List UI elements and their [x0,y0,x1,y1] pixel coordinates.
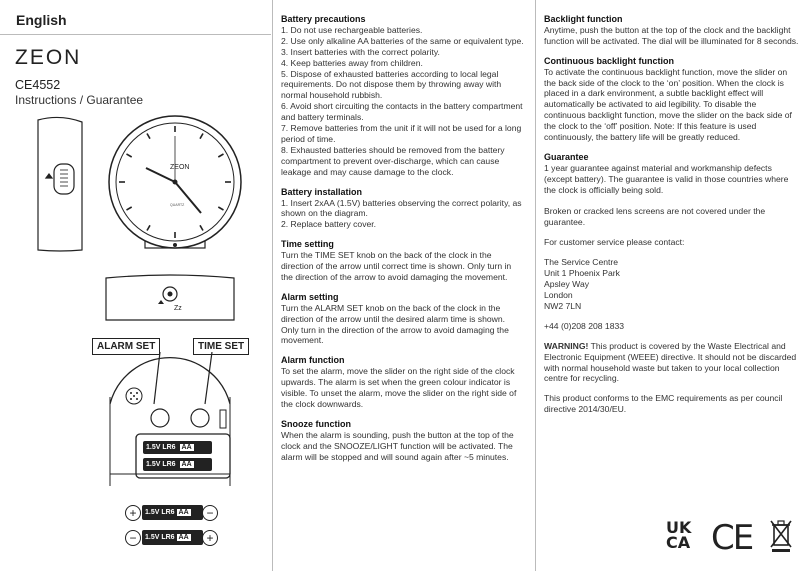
section-title: Alarm setting [281,291,339,302]
list-item: 2. Use only alkaline AA batteries of the same or equivalent type. [281,35,524,46]
section-title: Alarm function [281,355,345,366]
weee-bin-icon [770,519,792,553]
section-title: Guarantee [544,151,589,162]
section-title: Snooze function [281,418,351,429]
alarm-function-section [281,355,525,410]
battery-4: 1.5V LR6 AA [142,530,203,545]
section-body: When the alarm is sounding, push the button at the top of the clock and the SNOOZE/LIGHT function will be activated. The alarm will be stopped and will sound again after ~5 minutes. [281,429,514,462]
section-title: Continuous backlight function [544,55,674,66]
plus-icon: + [125,505,141,521]
clock-face-brand: ZEON [170,164,190,171]
right-column [535,0,808,571]
alarm-setting-section [281,292,525,347]
header-divider [0,34,271,35]
address-line: NW2 7LN [544,300,582,311]
address-line: Apsley Way [544,279,590,290]
plus-icon: + [202,530,218,546]
battery-3: 1.5V LR6 AA [142,505,203,520]
middle-column [272,0,535,571]
left-column [0,0,271,571]
list-item: 7. Remove batteries from the unit if it will not be used for a long period of time. [281,123,522,144]
ukca-mark-icon: UK CA [666,518,692,552]
service-intro: For customer service please contact: [544,237,685,248]
ce-mark-icon: CE [711,518,753,558]
address-line: Unit 1 Phoenix Park [544,268,620,279]
address-line: London [544,290,573,301]
alarm-set-label: ALARM SET [92,338,160,355]
clock-top-view-illustration [100,270,240,322]
clock-face-quartz: QUARTZ [170,203,185,207]
list-item: 5. Dispose of exhausted batteries according to local legal requirements. Do not dispose them by throwing away with normal household rubbish. [281,68,502,101]
model-number: CE4552 [15,78,61,92]
clock-front-side-illustration [30,112,250,257]
brand-logo: ZEON [15,46,82,69]
minus-icon: − [202,505,218,521]
section-title: Battery installation [281,186,363,197]
backlight-section [544,14,800,47]
section-title: Backlight function [544,14,623,24]
section-body: Turn the ALARM SET knob on the back of the clock in the direction of the arrow until the desired alarm time is shown. Only turn in the direction of the arrow to avoid damaging the movement. [281,302,509,346]
language-bar [0,0,271,34]
emc-statement: This product conforms to the EMC requirements as per council directive 2014/30/EU. [544,393,783,415]
section-title: Time setting [281,239,334,250]
warning-body: This product is covered by the Waste Electrical and Electronic Equipment (WEEE) directive. It should not be discarded with normal household waste but taken to your local collection centre for recycling. [544,340,797,384]
section-body: Broken or cracked lens screens are not covered under the guarantee. [544,205,766,227]
list-item: 4. Keep batteries away from children. [281,57,423,68]
document-subtitle: Instructions / Guarantee [15,93,144,107]
list-item: 1. Do not use rechargeable batteries. [281,24,423,35]
middle-text-block [281,14,525,472]
list-item: 3. Insert batteries with the correct polarity. [281,46,440,57]
section-title: Battery precautions [281,14,366,24]
guarantee-section [544,152,800,248]
continuous-backlight-section [544,56,800,143]
time-setting-section [281,239,525,283]
list-item: 8. Exhausted batteries should be removed from the battery compartment to prevent over-discharge, which can cause leakage and may cause damage to the clock. [281,144,505,177]
address-line: The Service Centre [544,257,619,268]
battery-2: 1.5V LR6 AA [143,458,212,471]
weee-warning [544,341,800,385]
list-item: 2. Replace battery cover. [281,219,377,230]
battery-precautions-section [281,14,525,178]
section-body: 1 year guarantee against material and workmanship defects (except battery). The guarantee is valid in those countries where the clock is officially being sold. [544,162,789,195]
snooze-zz-icon: Zz [174,305,182,312]
phone-number: +44 (0)208 208 1833 [544,320,625,331]
battery-installation-section [281,187,525,231]
section-body: To activate the continuous backlight function, move the slider on the back side of the clock to the ‘on’ position. When the clock is placed in a dark environment, a subtle backlight effect will automatically be activated to aid legibility. To disable the continuous backlight function, move the slider on the back side of the clock to the ‘off’ position. Note: If this feature is used continuously, the battery life will be greatly reduced. [544,66,792,143]
clock-front-view [109,116,241,248]
section-body: To set the alarm, move the slider on the right side of the clock upwards. The alarm is set when the green colour indicator is visible. To unset the alarm, move the slider on the right side of the clock downwards. [281,366,517,409]
right-text-block [544,14,800,424]
list-item: 6. Avoid short circuiting the contacts in the battery compartment and battery terminals. [281,101,523,123]
battery-1: 1.5V LR6 AA [143,441,212,454]
snooze-function-section [281,419,525,463]
warning-label: WARNING! [544,340,589,351]
section-body: Anytime, push the button at the top of the clock and the backlight function will be activated. The dial will be illuminated for 8 seconds. [544,24,799,46]
language-label: English [16,12,67,28]
section-body: Turn the TIME SET knob on the back of the clock in the direction of the arrow until correct time is shown. Only turn in the direction of the arrow to avoid damaging the movement. [281,250,512,282]
list-item: 1. Insert 2xAA (1.5V) batteries observing the correct polarity, as shown on the diagram. [281,197,522,219]
service-address [544,257,800,312]
minus-icon: − [125,530,141,546]
time-set-label: TIME SET [193,338,249,355]
clock-side-view [38,117,82,251]
